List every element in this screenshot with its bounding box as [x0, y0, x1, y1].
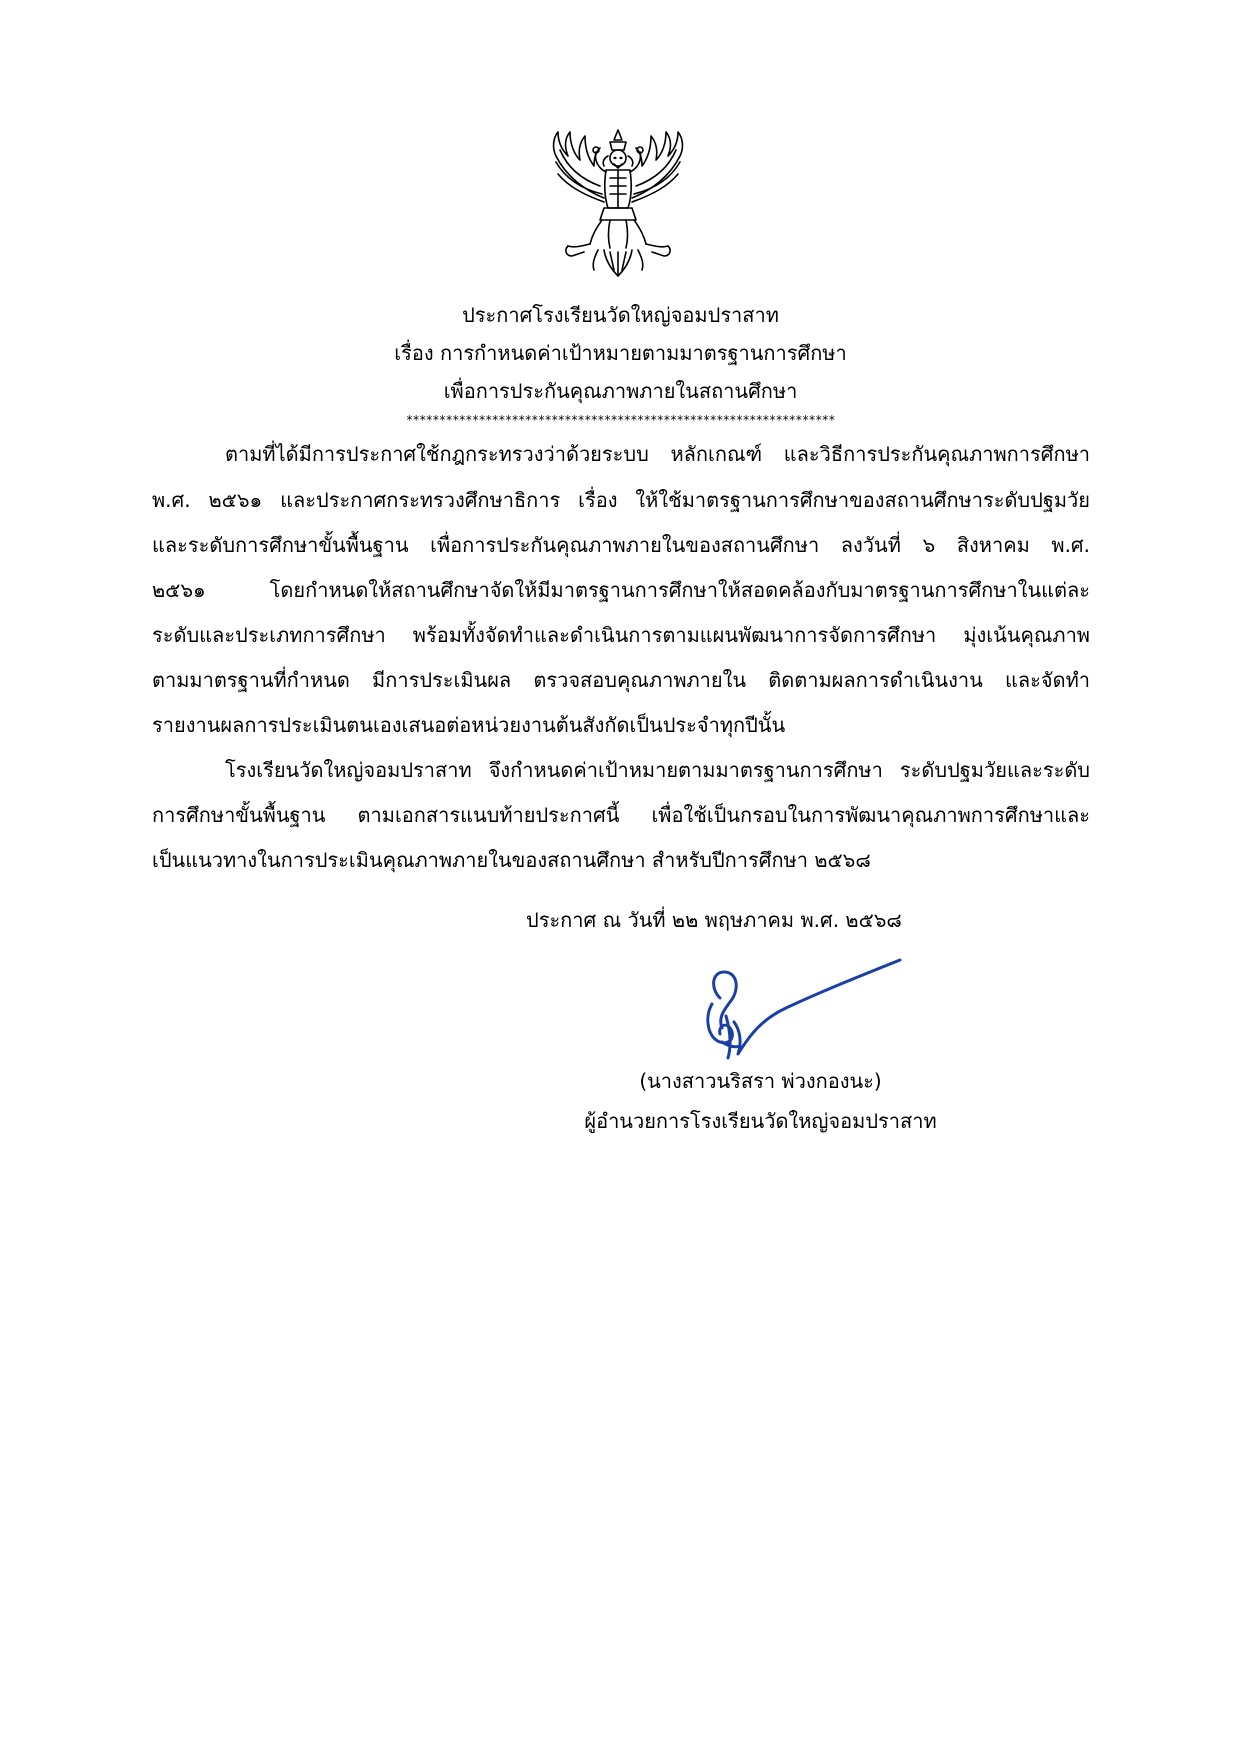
paragraph1-line: และระดับการศึกษาขั้นพื้นฐาน เพื่อการประกันคุณภาพภายในของสถานศึกษา ลงวันที่ ๖ สิงหาคม พ.ศ.: [152, 533, 1090, 557]
garuda-emblem-icon: [544, 128, 692, 278]
paragraph1-line: ระดับและประเภทการศึกษา พร้อมทั้งจัดทำและดำเนินการตามแผนพัฒนาการจัดการศึกษา มุ่งเน้นคุณภาพ: [152, 623, 1090, 647]
paragraph1-line: ตามมาตรฐานที่กำหนด มีการประเมินผล ตรวจสอบคุณภาพภายใน ติดตามผลการดำเนินงาน และจัดทำ: [152, 668, 1090, 692]
paragraph2-line: เป็นแนวทางในการประเมินคุณภาพภายในของสถานศึกษา สำหรับปีการศึกษา ๒๕๖๘: [152, 848, 871, 872]
subject-line: เรื่อง การกำหนดค่าเป้าหมายตามมาตรฐานการศึกษา: [394, 341, 847, 365]
purpose-line: เพื่อการประกันคุณภาพภายในสถานศึกษา: [443, 379, 798, 403]
signer-title: [0, 1102, 1241, 1140]
paragraph1-line: พ.ศ. ๒๕๖๑ และประกาศกระทรวงศึกษาธิการ เรื่อง ให้ใช้มาตรฐานการศึกษาของสถานศึกษาระดับปฐมวัย: [152, 488, 1090, 512]
announcement-subject: [0, 334, 1241, 372]
paragraph1-line: ตามที่ได้มีการประกาศใช้กฎกระทรวงว่าด้วยระบบ หลักเกณฑ์ และวิธีการประกันคุณภาพการศึกษา: [225, 442, 1090, 466]
paragraph1-line: รายงานผลการประเมินตนเองเสนอต่อหน่วยงานต้นสังกัดเป็นประจำทุกปีนั้น: [152, 713, 786, 737]
title-line: ประกาศโรงเรียนวัดใหญ่จอมปราสาท: [462, 303, 779, 327]
separator-line: *****************************************************************: [406, 413, 836, 427]
announcement-purpose: [0, 372, 1241, 410]
paragraph2-line: การศึกษาขั้นพื้นฐาน ตามเอกสารแนบท้ายประกาศนี้ เพื่อใช้เป็นกรอบในการพัฒนาคุณภาพการศึกษาและ: [152, 803, 1090, 827]
signer-name: [0, 1062, 1241, 1100]
signer-title-text: ผู้อำนวยการโรงเรียนวัดใหญ่จอมปราสาท: [584, 1109, 937, 1133]
announcement-date: ประกาศ ณ วันที่ ๒๒ พฤษภาคม พ.ศ. ๒๕๖๘: [526, 908, 902, 932]
handwritten-signature: [690, 958, 902, 1070]
signer-name-text: (นางสาวนริสรา พ่วงกองนะ): [639, 1069, 882, 1093]
paragraph2-line: โรงเรียนวัดใหญ่จอมปราสาท จึงกำหนดค่าเป้าหมายตามมาตรฐานการศึกษา ระดับปฐมวัยและระดับ: [225, 758, 1090, 782]
paragraph1-line: ๒๕๖๑ โดยกำหนดให้สถานศึกษาจัดให้มีมาตรฐานการศึกษาให้สอดคล้องกับมาตรฐานการศึกษาในแต่ละ: [152, 578, 1090, 602]
announcement-title: [0, 296, 1241, 334]
